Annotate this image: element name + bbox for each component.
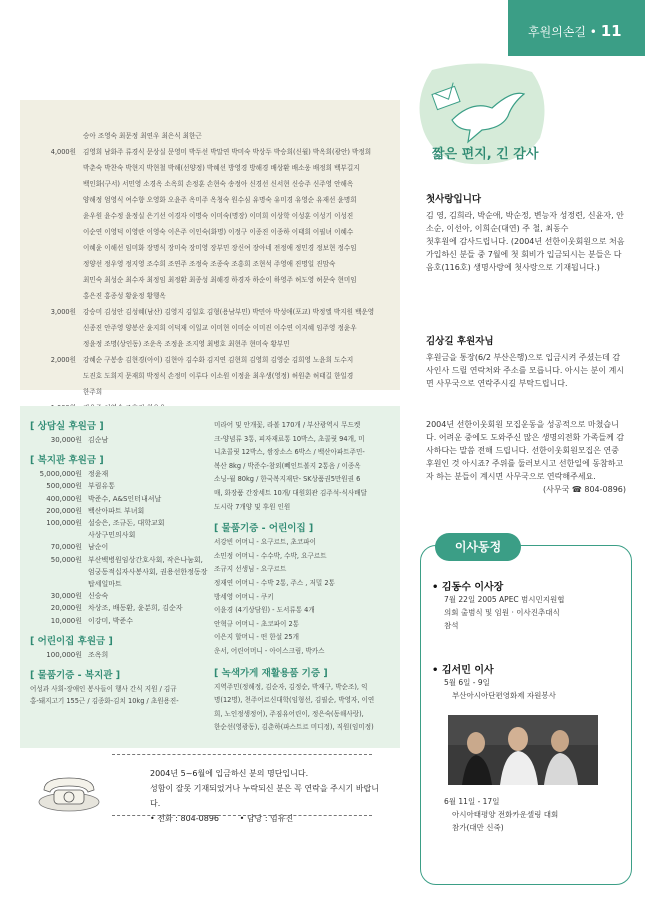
recycle-donation-line: 지역주민(정해정, 김순자, 김정순, 박재구, 박순조), 익 — [214, 682, 368, 691]
daycare-donation-line: 조규지 선생님 - 요구르트 — [214, 565, 287, 574]
donor-name: 설승은, 조규돈, 대학교회 — [88, 519, 165, 527]
item-donation-line: 홍-돼지고기 155근 / 김종화-김치 10kg / 초원용진- — [30, 697, 179, 706]
donor-names-line: 윤우원 윤수정 윤정실 은기선 이경자 이명숙 이미숙(명장) 이미희 이상학 이성훈 이성기 이성진 — [83, 212, 354, 220]
director2-line: 6월 11일 - 17일 — [444, 797, 500, 806]
donation-row — [22, 468, 108, 480]
donor-names-line: 최민숙 최성순 최수자 최정임 최정환 최종성 최해경 하경자 하순이 하영주 허도영 허문숙 현미임 — [83, 276, 357, 284]
donation-row — [22, 649, 108, 661]
donor-names-line: 박춘숙 박찬숙 박현지 박현철 박해(선양정) 박혜선 방영경 방해경 배상환 배소웅 배정희 백부길지 — [83, 164, 360, 172]
item-donation-line: 소닝-월 80kg / 한국복지재단- SK상품권5만원권 6 — [214, 475, 361, 484]
donation-amount: 70,000원 — [50, 543, 82, 552]
donor-name: 엄궁동적십자사봉사회, 권용선한정동장 — [88, 567, 208, 576]
director-photo — [448, 715, 598, 785]
director2-line: 부산아시아단편영화제 자원봉사 — [452, 691, 556, 700]
donation-amount: 20,000원 — [50, 604, 82, 613]
donation-amount: 10,000원 — [50, 616, 82, 625]
item-donation-line: 복산 8kg / 박준수-참외(뻬인트볼지 2통음 / 이종옥 — [214, 461, 361, 470]
donor-name: 백산아파트 부녀회 — [88, 506, 145, 515]
director2-activities-2 — [444, 795, 558, 834]
donor-names-line: 강혜순 구봉송 김현경(아이) 김현아 김수화 김지연 김현희 김영희 김영순 김희영 노윤희 도수지 — [83, 356, 354, 364]
donor-name: 이강미, 박준수 — [88, 616, 134, 625]
donor-name: 김순남 — [88, 436, 109, 444]
director1-line: 의회 출범식 및 임원 · 이사진추대식 — [444, 608, 560, 617]
donor-name: 신승숙 — [88, 592, 109, 601]
daycare-donation-line: 정재연 어머니 - 수박 2통, 주스 , 저밀 2통 — [214, 579, 335, 587]
recycle-donation-line: 한순선(영광동), 김춘하(파스트르 미디정), 직원(임미정) — [214, 723, 374, 732]
daycare-donation-line: 방세영 어머니 - 쿠키 — [214, 592, 274, 601]
donor-names-line: 한주희 — [83, 388, 103, 396]
item-donation-line: 크-양념류 3통, 피자재료통 10박스, 초콜릿 94개, 미 — [214, 434, 365, 443]
donor-names-line: 정윤정 조명(상인동) 조운옥 조정윤 조지영 최병호 최현주 현미숙 황부민 — [83, 340, 290, 348]
section-heading: [ 물품기증 - 어린이집 ] — [214, 523, 314, 535]
donor-names-line: 양해정 엄영식 여수향 오영화 오윤주 옥미주 옥청숙 원수심 유명숙 유미경 유영순 유재선 윤명희 — [83, 196, 357, 204]
manager-label: • 담당 : 임유진 — [239, 814, 294, 823]
recycle-donation-line: 희, 노인정생정어), 주짐유어린이, 정은숙(동해사랑), — [214, 709, 364, 718]
donor-name: 부산백병원임상간호사회, 작은나눔회, — [88, 555, 203, 564]
donor-names-line: 백인화(구서) 서민영 소경옥 소옥희 손정훈 손현숙 송정아 신경선 신서현 신승주 신주영 안해옥 — [83, 180, 354, 188]
dashed-divider-top — [112, 754, 372, 755]
donation-row — [22, 615, 133, 627]
donor-names-line: 강승미 김성안 김성혜(남산) 김영지 김일호 김형(용남부민) 박민아 박성애(포교) 박정엘 박지원 백운영 — [83, 308, 375, 316]
donation-row — [22, 529, 135, 541]
donation-amount: 30,000원 — [50, 592, 82, 601]
donor-name: 박준수, A&S인터내셔날 — [88, 494, 162, 503]
daycare-donation-line: 운서, 어린어머니 - 아이스크림, 박카스 — [214, 647, 325, 655]
donor-name: 부림유통 — [88, 482, 116, 491]
director2-line: 아시아태평양 전화카운셀링 대회 — [452, 810, 559, 819]
donation-row — [22, 578, 122, 590]
campaign-thanks-section — [426, 418, 626, 496]
donation-row — [22, 602, 183, 614]
office-signature: (사무국 ☎ 804-0896) — [543, 485, 626, 494]
donor-names-line: 이혜윤 이해선 임미화 장명식 장미숙 장미영 장부민 장신여 장아네 전정애 정민경 정보현 정수임 — [83, 244, 357, 252]
donation-amount: 5,000,000원 — [39, 470, 82, 479]
page-number: 11 — [600, 22, 622, 40]
dashed-divider-bottom — [112, 815, 372, 816]
sponsor-search-section — [426, 335, 626, 390]
director1-line: 참석 — [444, 621, 459, 630]
donation-row — [22, 554, 203, 566]
section-heading: [ 녹색가게 재활용품 기증 ] — [214, 667, 328, 679]
donation-amount: 50,000원 — [50, 555, 82, 564]
donation-row — [22, 566, 207, 578]
recycle-donation-line: 명(12명), 천주어르신대학(임형선, 김필순, 박영자, 이연 — [214, 696, 375, 705]
donor-name: 차상조, 배동환, 윤분희, 김순자 — [88, 604, 183, 613]
daycare-donation-line: 소민정 어머니 - 수수박, 수박, 요구르트 — [214, 551, 327, 560]
director1-line: 7월 22일 2005 APEC 범시민지원협 — [444, 595, 565, 604]
director2-name: • 김서민 이사 — [432, 665, 494, 676]
donation-row — [22, 517, 165, 529]
item-donation-line: 매, 화장품 간장세트 10개/ 대원회관 김주석-식사배달 — [214, 489, 367, 497]
daycare-donation-line: 서강빈 어머니 - 요구르트, 초코파이 — [214, 538, 317, 547]
director1-activities — [444, 593, 565, 632]
item-donation-line: 미라어 및 안개꽃, 라볼 170개 / 부산광역시 무드켓 — [214, 421, 361, 429]
donation-row — [22, 493, 161, 505]
donor-name: 조옥희 — [88, 650, 109, 659]
donor-name: 탑세일마트 — [88, 580, 122, 588]
item-donation-line: 도시락 7개양 및 후원 인원 — [214, 502, 291, 511]
director-news-heading: 이사동정 — [435, 533, 521, 561]
donor-names-line: 도진호 도희지 문재희 박정식 손정미 이루다 이소원 이정윤 최우생(영정) 허원춘 허태길 한일경 — [83, 372, 354, 380]
donation-row — [22, 505, 144, 517]
donation-amount: 30,000원 — [50, 436, 82, 444]
item-donation-line: 어성과 사회-장애인 봉사들이 행사 간식 지원 / 김규 — [30, 685, 177, 693]
director2-activities-1 — [444, 676, 556, 702]
daycare-donation-line: 이은지 할머니 - 떤 한설 25개 — [214, 633, 299, 642]
donation-row — [22, 590, 108, 602]
notice-line-1: 2004년 5~6월에 입금하신 분의 명단입니다. — [150, 769, 309, 778]
donor-names-line: 홍은진 홍종성 황윤정 황행옥 — [83, 292, 166, 300]
donor-name: 정윤재 — [88, 470, 109, 479]
donor-names-line: 승아 조영숙 최문정 최연우 최은식 최한근 — [83, 132, 202, 140]
director1-name: • 김동수 이사장 — [432, 582, 504, 593]
donation-amount: 100,000원 — [46, 650, 82, 659]
daycare-donation-line: 안혁규 어머니 - 초코파이 2통 — [214, 619, 300, 628]
sponsor-search-body: 후원금을 통장(6/2 부산은행)으로 입금시켜 주셨는데 감사인사 드릴 연락처와 주소를 모릅니다. 아시는 분이 계시면 사무국으로 연락주시길 부탁드립니다. — [426, 353, 625, 388]
donor-amount: 2,000원 — [50, 356, 76, 364]
section-heading: [ 물품기증 - 복지관 ] — [30, 670, 121, 681]
section-title: 후원의손길 — [528, 25, 586, 39]
notice-text — [112, 766, 382, 826]
short-letter-heading: 짧은 편지, 긴 감사 — [432, 147, 539, 162]
donor-list-box — [20, 100, 400, 396]
first-love-body: 첫후원에 감사드립니다. (2004년 선한이웃회원으로 처음 가입하신 분들 중 7월에 첫 회비가 입금되시는 분들은 다음호(116호) 생명사랑에 첫사랑으로 기재됩니다.) — [426, 237, 625, 272]
first-love-names: 김 영, 김희라, 박순애, 박순정, 변능자 성정련, 신윤자, 안소순, 이선아, 이희순(대연) 주 철, 최동수 — [426, 211, 624, 233]
section-heading: [ 복지관 후원금 ] — [30, 455, 104, 467]
first-love-title: 첫사랑입니다 — [426, 194, 482, 205]
donation-amount: 100,000원 — [46, 519, 82, 527]
donor-amount: 4,000원 — [50, 148, 76, 156]
campaign-thanks-body: 2004년 선한이웃회원 모집운동을 성공적으로 마쳤습니다. 어려운 중에도 도와주신 많은 생명의전화 가족들께 감사하다는 말씀 전해 드립니다. 선한이웃회원모집은 연중 후원인 것 아시죠? 주위를 둘러보시고 선한일에 동참하고자 하는 분들이 계시면 사무국으로 연락해주세요. — [426, 420, 625, 481]
donation-row — [22, 480, 115, 492]
page-header-tab — [508, 0, 645, 56]
separator-dot: • — [589, 25, 597, 39]
sponsor-search-title: 김상길 후원자님 — [426, 336, 494, 347]
donation-amount: 500,000원 — [46, 482, 82, 491]
first-love-section — [426, 193, 626, 274]
donor-names-line: 정양선 정우영 정지영 조수희 조연주 조정숙 조종숙 조흥희 조현석 주영애 진명일 진맘숙 — [83, 260, 336, 268]
donor-amount: 3,000원 — [50, 308, 76, 316]
donation-amount: 400,000원 — [46, 494, 82, 503]
telephone-icon — [36, 768, 102, 812]
donor-name: 남순이 — [88, 543, 109, 552]
notice-line-2: 성함이 잘못 기재되었거나 누락되신 분은 꼭 연락을 주시기 바랍니다. — [150, 784, 379, 808]
donation-row — [22, 434, 108, 446]
item-donation-line: 니초콜릿 12박스, 쌈장소스 6박스 / 백산아파트주민- — [214, 448, 365, 457]
donation-amount: 200,000원 — [46, 506, 82, 515]
section-heading: [ 어린이집 후원금 ] — [30, 635, 113, 647]
donor-names-line: 신종진 안주영 양봉산 윤지희 이덕재 이일교 이미현 이미순 이미진 이수연 이지혜 임주영 정윤우 — [83, 324, 357, 332]
phone-label: • 전화 : 804-0896 — [150, 814, 220, 823]
daycare-donation-line: 이윤경 (4기상담원) - 도서류통 4개 — [214, 606, 315, 615]
director2-line: 참가(대만 신죽) — [452, 823, 504, 832]
donation-row — [22, 541, 108, 553]
section-heading: [ 상담실 후원금 ] — [30, 421, 104, 432]
director2-line: 5월 6일 - 9일 — [444, 678, 490, 687]
donor-names-line: 이순연 이영덕 이영란 이영숙 이은주 이인숙(화명) 이정구 이종진 이종하 이태희 이필녀 이혜수 — [83, 228, 354, 236]
donor-names-line: 김영희 남화주 류경식 문상실 문영미 박두선 박말연 박미숙 박상두 박승희(신월) 박옥희(광안) 박정희 — [83, 148, 372, 156]
donor-name: 사상구민의사회 — [88, 531, 136, 540]
